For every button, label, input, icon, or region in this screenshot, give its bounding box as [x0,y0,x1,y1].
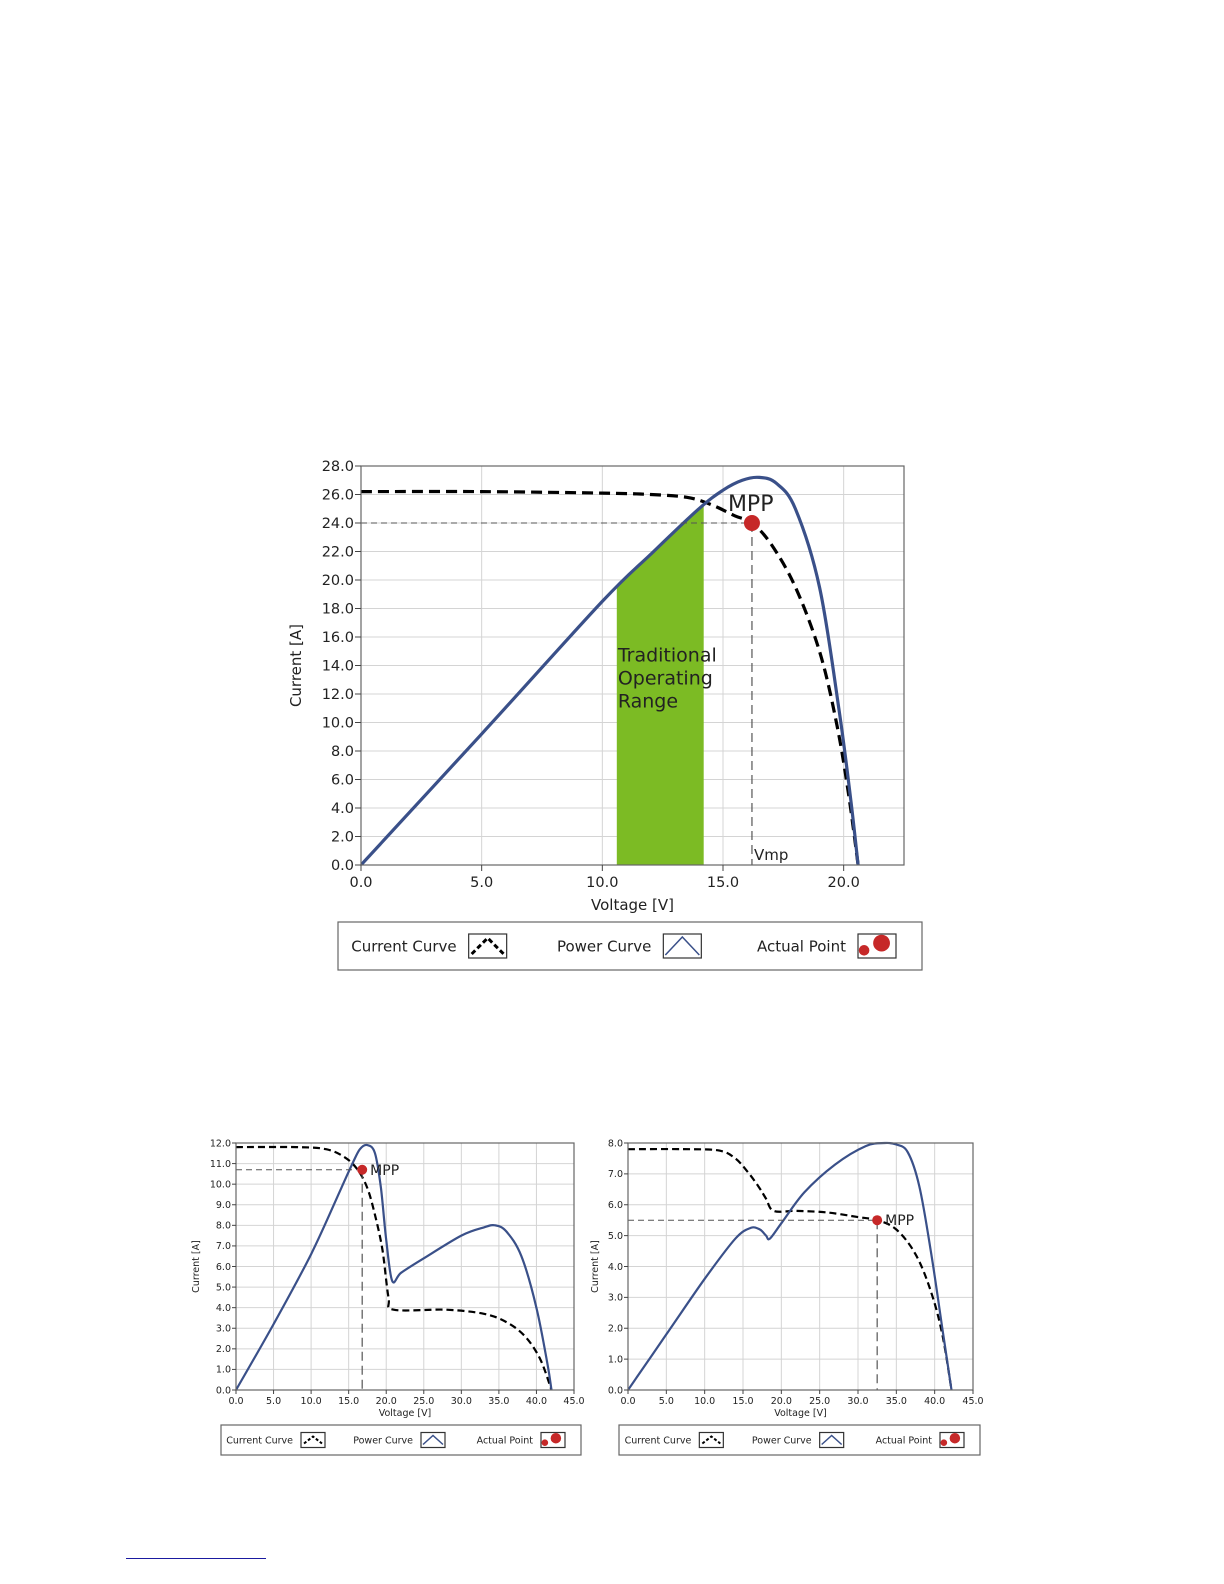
y-tick-label: 7.0 [607,1169,623,1181]
y-axis-title: Current [A] [287,623,305,708]
legend-label-3: Actual Point [875,1435,932,1447]
y-tick-label: 1.0 [215,1364,231,1376]
x-tick-label: 15.0 [732,1396,754,1407]
x-axis-title: Voltage [V] [774,1408,827,1419]
x-tick-label: 45.0 [962,1396,984,1407]
y-tick-label: 5.0 [607,1230,623,1242]
y-tick-label: 11.0 [209,1158,231,1170]
dashed-chevron-icon [469,934,507,958]
x-axis-title: Voltage [V] [378,1408,432,1419]
y-tick-label: 24.0 [321,516,354,533]
y-axis-title: Current [A] [590,1240,601,1293]
y-tick-label: 8.0 [215,1220,231,1232]
x-tick-label: 20.0 [375,1396,397,1407]
x-tick-label: 35.0 [488,1396,510,1407]
x-tick-label: 20.0 [770,1396,792,1407]
y-axis-title: Current [A] [191,1240,202,1293]
y-tick-label: 4.0 [607,1261,623,1273]
legend-dot-small [941,1439,948,1446]
mpp-label: MPP [727,492,774,517]
x-tick-label: 30.0 [450,1396,472,1407]
y-tick-label: 5.0 [215,1282,231,1294]
legend-icon-frame [469,934,507,958]
y-tick-label: 6.0 [215,1261,231,1273]
footnote-separator [126,1558,266,1559]
mpp-label: MPP [885,1213,915,1230]
shaded-range-label-line: Operating [617,667,713,690]
x-tick-label: 0.0 [620,1396,636,1407]
y-tick-label: 20.0 [321,573,354,590]
y-tick-label: 4.0 [215,1302,231,1314]
y-tick-label: 2.0 [215,1344,231,1356]
x-tick-label: 20.0 [827,875,860,891]
legend-label-1: Current Curve [624,1435,692,1447]
x-tick-label: 5.0 [266,1396,282,1407]
legend [221,1425,581,1455]
shaded-range-label-line: Traditional [617,644,717,667]
y-tick-label: 26.0 [321,487,354,504]
y-tick-label: 0.0 [330,858,354,875]
y-tick-label: 9.0 [215,1200,231,1212]
y-tick-label: 3.0 [607,1292,623,1304]
legend-label-1: Current Curve [351,937,457,956]
legend-label-2: Power Curve [751,1435,812,1447]
legend-label-3: Actual Point [476,1435,533,1447]
legend-dot-small [542,1439,549,1446]
y-tick-label: 3.0 [215,1323,231,1335]
red-dot-icon [858,934,896,958]
x-tick-label: 15.0 [706,875,740,891]
legend-dot-large [950,1433,961,1444]
y-tick-label: 22.0 [321,544,354,561]
legend-label-1: Current Curve [226,1435,293,1447]
mpp-label: MPP [370,1162,400,1179]
x-tick-label: 15.0 [338,1396,360,1407]
x-tick-label: 10.0 [694,1396,716,1407]
y-tick-label: 6.0 [330,772,354,789]
x-tick-label: 30.0 [847,1396,869,1407]
x-tick-label: 0.0 [349,875,373,891]
x-tick-label: 10.0 [586,875,619,891]
red-dot-icon [940,1433,964,1448]
y-tick-label: 28.0 [321,459,354,476]
legend [619,1425,980,1455]
chevron-icon [421,1433,445,1448]
y-tick-label: 6.0 [607,1200,623,1212]
chevron-icon [820,1433,844,1448]
mpp-point [872,1215,882,1225]
y-tick-label: 0.0 [215,1385,231,1397]
y-tick-label: 18.0 [321,601,354,618]
legend-icon-frame [301,1433,325,1448]
legend-dot-large [551,1433,562,1444]
chart-1 [287,459,922,970]
x-tick-label: 0.0 [228,1396,244,1407]
y-tick-label: 8.0 [330,744,354,761]
x-tick-label: 25.0 [809,1396,831,1407]
x-axis-title: Voltage [V] [591,896,674,914]
legend [338,922,922,970]
x-tick-label: 40.0 [525,1396,548,1407]
y-tick-label: 14.0 [321,658,354,675]
y-tick-label: 8.0 [607,1138,623,1150]
legend-dot-small [859,945,870,956]
mpp-point [357,1165,367,1175]
x-tick-label: 25.0 [413,1396,435,1407]
mpp-point [744,515,760,531]
y-tick-label: 2.0 [330,829,354,846]
vmp-label: Vmp [753,846,789,864]
x-tick-label: 35.0 [885,1396,907,1407]
y-tick-label: 10.0 [209,1179,231,1191]
y-tick-label: 1.0 [607,1354,623,1366]
legend-label-2: Power Curve [353,1435,413,1447]
x-tick-label: 40.0 [924,1396,946,1407]
chevron-icon [663,934,701,958]
shaded-range-label-line: Range [617,690,679,713]
y-tick-label: 12.0 [321,687,354,704]
x-tick-label: 5.0 [470,875,494,891]
legend-icon-frame [699,1433,723,1448]
x-tick-label: 45.0 [563,1396,585,1407]
chart-3 [590,1138,984,1455]
y-tick-label: 7.0 [215,1241,231,1253]
y-tick-label: 4.0 [330,801,354,818]
x-tick-label: 10.0 [300,1396,322,1407]
y-tick-label: 0.0 [607,1385,623,1397]
dashed-chevron-icon [699,1433,723,1448]
y-tick-label: 10.0 [321,715,354,732]
legend-label-3: Actual Point [756,937,846,956]
legend-dot-large [873,935,890,952]
red-dot-icon [541,1433,565,1448]
chart-2 [191,1138,585,1455]
x-tick-label: 5.0 [658,1396,674,1407]
y-tick-label: 2.0 [607,1323,623,1335]
legend-label-2: Power Curve [556,937,652,956]
dashed-chevron-icon [301,1433,325,1448]
y-tick-label: 16.0 [321,630,354,647]
y-tick-label: 12.0 [209,1138,231,1150]
